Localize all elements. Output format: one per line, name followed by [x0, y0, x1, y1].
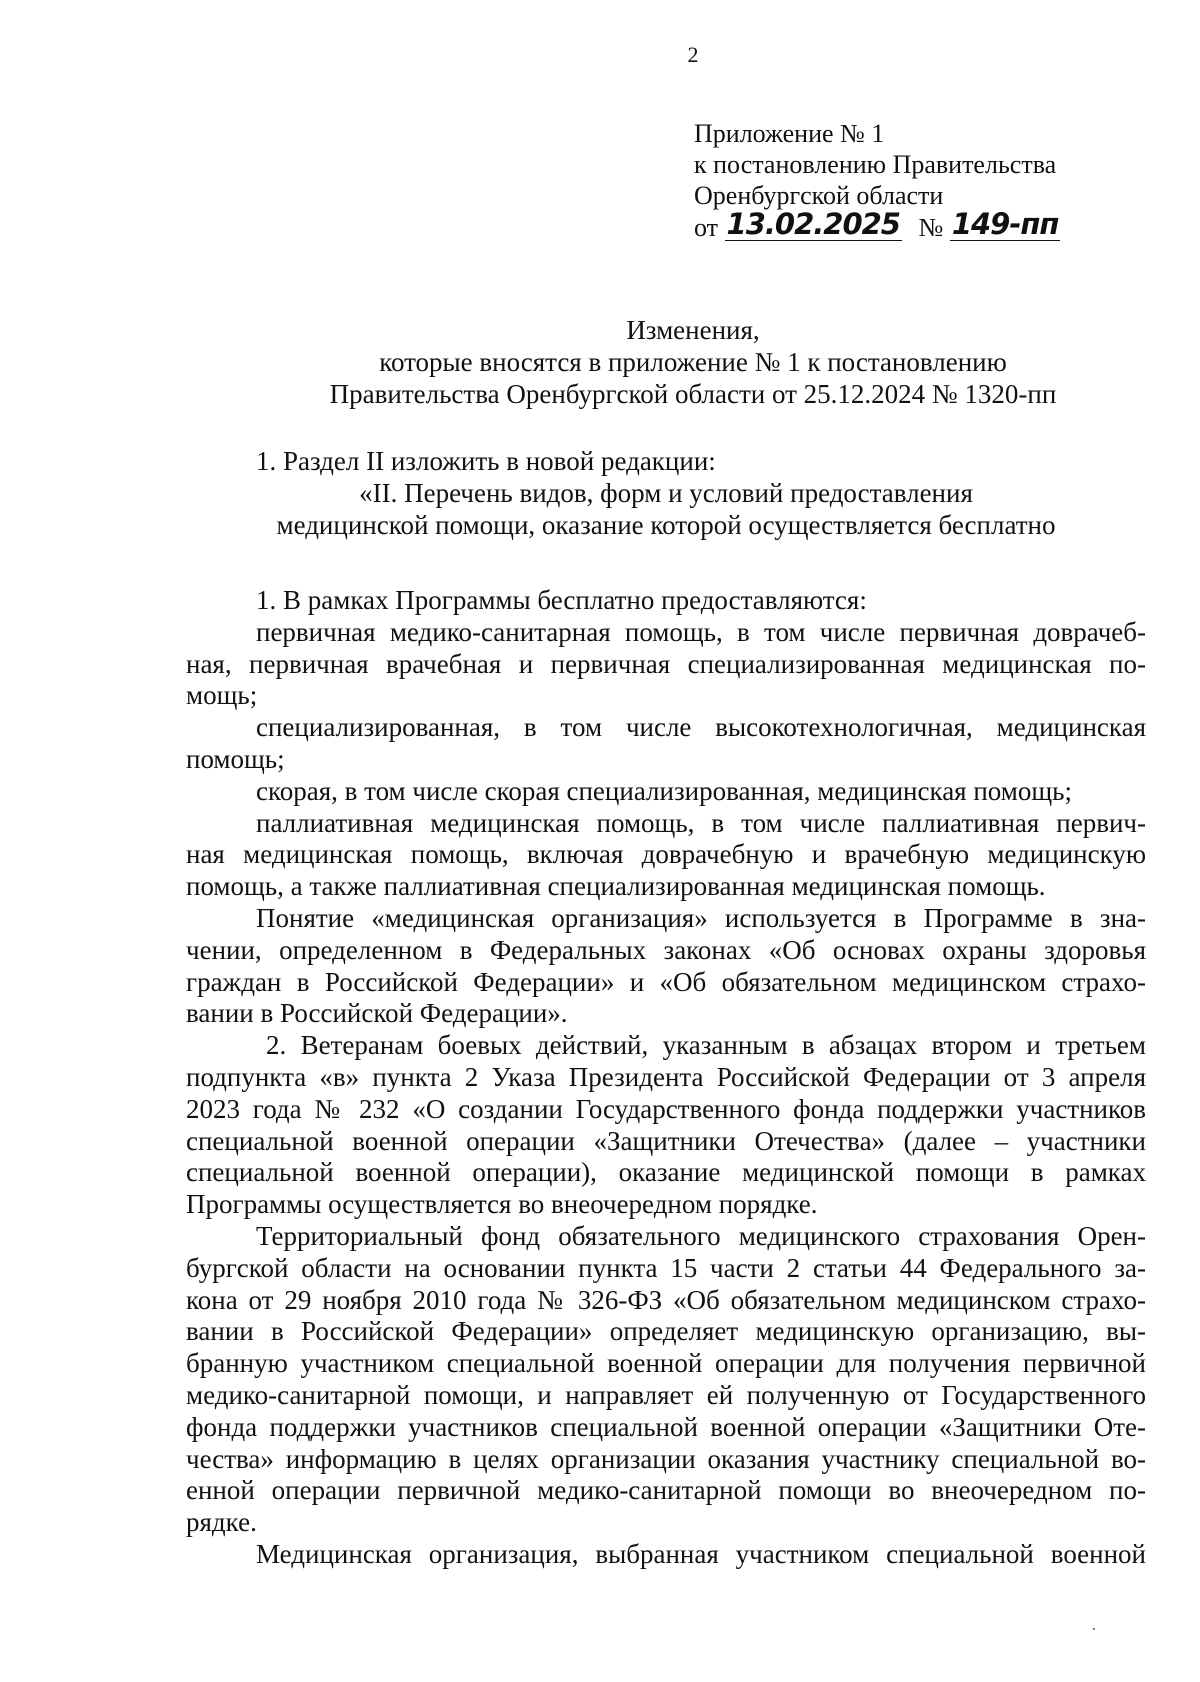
paragraph-4: скорая, в том числе скорая специализированная, медицинская помощь;: [256, 775, 1072, 806]
appendix-line-3: Оренбургской области: [694, 181, 944, 210]
paragraph-6-line-1: Понятие «медицинская организация» используется в Программе в зна-: [256, 902, 1146, 933]
paragraph-8-line-4: вании в Российской Федерации» определяет медицинскую организацию, вы-: [186, 1316, 1146, 1347]
title-line-1: Изменения,: [626, 315, 760, 345]
appendix-date-line: [694, 207, 1154, 245]
paragraph-5-line-2: ная медицинская помощь, включая доврачебную и врачебную медицинскую: [186, 839, 1146, 870]
handwritten-date: 13.02.2025: [726, 207, 900, 241]
paragraph-5-line-1: паллиативная медицинская помощь, в том числе паллиативная первич-: [256, 807, 1146, 838]
section-intro-line: 1. Раздел II изложить в новой редакции:: [256, 446, 716, 476]
paragraph-7-line-2: подпункта «в» пункта 2 Указа Президента Российской Федерации от 3 апреля: [186, 1061, 1146, 1092]
title-line-3: Правительства Оренбургской области от 25.12.2024 № 1320-пп: [329, 379, 1057, 409]
paragraph-7-line-1: 2. Ветеранам боевых действий, указанным в абзацах втором и третьем: [266, 1030, 1146, 1061]
paragraph-8-line-5: бранную участником специальной военной операции для получения первичной: [186, 1348, 1146, 1379]
paragraph-2-line-2: ная, первичная врачебная и первичная специализированная медицинская по-: [186, 648, 1146, 679]
section-heading-line-1: «II. Перечень видов, форм и условий предоставления: [359, 477, 973, 508]
paragraph-9-line-1: Медицинская организация, выбранная участником специальной военной: [256, 1538, 1146, 1569]
paragraph-3-line-2: помощь;: [186, 743, 285, 774]
appendix-line-1: Приложение № 1: [694, 119, 885, 148]
paragraph-8-line-7: фонда поддержки участников специальной военной операции «Защитники Оте-: [186, 1411, 1146, 1442]
scan-speck: [1093, 1628, 1095, 1630]
appendix-line-2: к постановлению Правительства: [694, 150, 1057, 179]
title-line-2: которые вносятся в приложение № 1 к постановлению: [379, 347, 1007, 377]
paragraph-7-line-5: специальной военной операции), оказание медицинской помощи в рамках: [186, 1157, 1146, 1188]
paragraph-6-line-2: чении, определенном в Федеральных законах «Об основах охраны здоровья: [186, 934, 1146, 965]
handwritten-number: 149-пп: [951, 207, 1059, 241]
number-label: №: [918, 213, 944, 242]
paragraph-3-line-1: специализированная, в том числе высокотехнологичная, медицинская: [256, 712, 1146, 743]
section-intro: [186, 446, 1146, 541]
from-label: от: [694, 213, 719, 242]
paragraph-8-line-3: кона от 29 ноября 2010 года № 326-ФЗ «Об обязательном медицинском страхо-: [186, 1284, 1146, 1315]
paragraph-8-line-10: рядке.: [186, 1507, 257, 1538]
paragraph-6-line-3: граждан в Российской Федерации» и «Об обязательном медицинском страхо-: [186, 966, 1146, 997]
paragraph-8-line-6: медико-санитарной помощи, и направляет ей полученную от Государственного: [186, 1379, 1146, 1410]
appendix-block: [694, 118, 1154, 245]
paragraph-8-line-2: бургской области на основании пункта 15 части 2 статьи 44 Федерального за-: [186, 1252, 1146, 1283]
paragraph-8-line-9: енной операции первичной медико-санитарной помощи во внеочередном по-: [186, 1475, 1146, 1506]
paragraph-1: 1. В рамках Программы бесплатно предоставляются:: [256, 585, 867, 615]
paragraph-7-line-6: Программы осуществляется во внеочередном порядке.: [186, 1189, 818, 1220]
paragraph-7-line-4: специальной военной операции «Защитники Отечества» (далее – участники: [186, 1125, 1146, 1156]
page-number: 2: [687, 42, 699, 67]
paragraph-8-line-1: Территориальный фонд обязательного медицинского страхования Орен-: [256, 1220, 1146, 1251]
body-text: [186, 585, 1146, 1571]
document-title: [0, 314, 1200, 410]
paragraph-7-line-3: 2023 года № 232 «О создании Государственного фонда поддержки участников: [186, 1093, 1146, 1124]
paragraph-2-line-3: мощь;: [186, 680, 258, 711]
paragraph-5-line-3: помощь, а также паллиативная специализированная медицинская помощь.: [186, 871, 1046, 902]
section-heading-line-2: медицинской помощи, оказание которой осуществляется бесплатно: [276, 509, 1056, 540]
paragraph-6-line-4: вании в Российской Федерации».: [186, 998, 568, 1029]
paragraph-8-line-8: чества» информацию в целях организации оказания участнику специальной во-: [186, 1443, 1146, 1474]
paragraph-2-line-1: первичная медико-санитарная помощь, в том числе первичная доврачеб-: [256, 616, 1146, 647]
